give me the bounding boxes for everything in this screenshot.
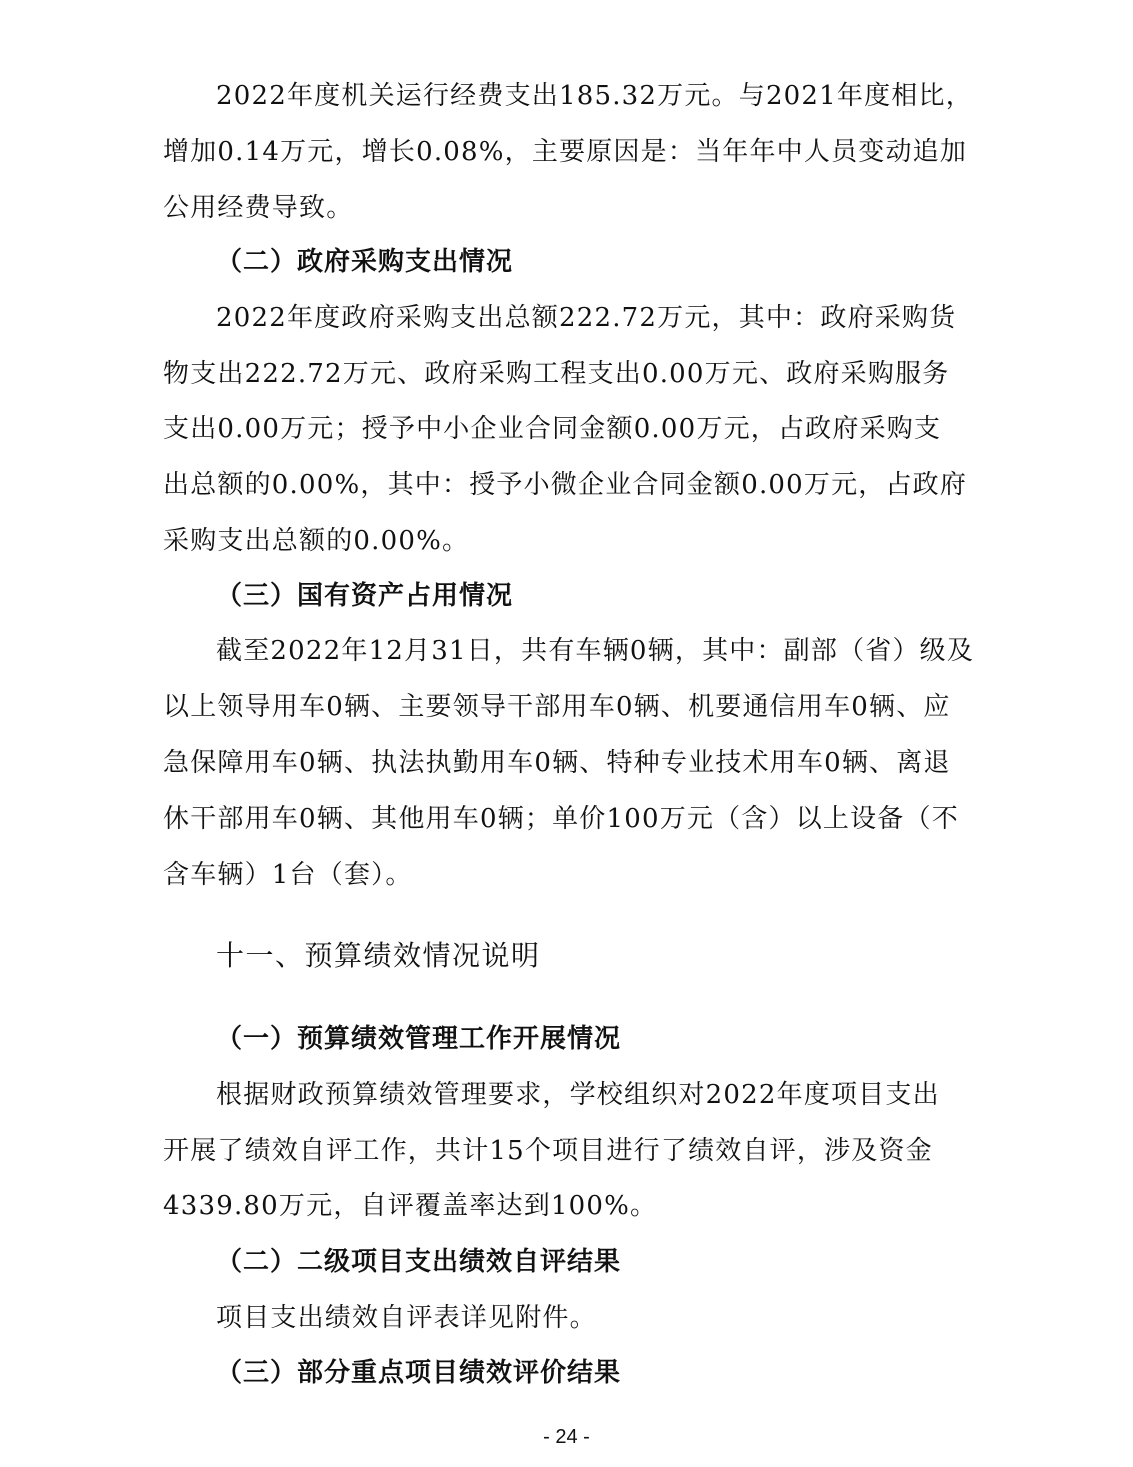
subheading-level2-projects: （二）二级项目支出绩效自评结果 — [216, 1247, 622, 1277]
page-number: - 24 - — [543, 1426, 590, 1448]
paragraph-procurement-line-4: 出总额的0.00%，其中：授予小微企业合同金额0.00万元，占政府 — [163, 470, 968, 500]
paragraph-procurement-line-5: 采购支出总额的0.00%。 — [163, 526, 470, 556]
paragraph-procurement-line-1: 2022年度政府采购支出总额222.72万元，其中：政府采购货 — [216, 303, 957, 333]
paragraph-assets-line-1: 截至2022年12月31日，共有车辆0辆，其中：副部（省）级及 — [216, 636, 975, 666]
subheading-performance-management: （一）预算绩效管理工作开展情况 — [216, 1024, 622, 1054]
subheading-government-procurement: （二）政府采购支出情况 — [216, 247, 514, 277]
paragraph-operating-expenses-line-1: 2022年度机关运行经费支出185.32万元。与2021年度相比， — [216, 81, 973, 111]
subheading-state-assets: （三）国有资产占用情况 — [216, 581, 514, 611]
section-heading-budget-performance: 十一、预算绩效情况说明 — [216, 939, 541, 972]
subheading-key-projects: （三）部分重点项目绩效评价结果 — [216, 1358, 622, 1388]
paragraph-assets-line-4: 休干部用车0辆、其他用车0辆；单价100万元（含）以上设备（不 — [163, 804, 959, 834]
paragraph-procurement-line-3: 支出0.00万元；授予中小企业合同金额0.00万元，占政府采购支 — [163, 414, 942, 444]
paragraph-assets-line-2: 以上领导用车0辆、主要领导干部用车0辆、机要通信用车0辆、应 — [163, 692, 951, 722]
paragraph-procurement-line-2: 物支出222.72万元、政府采购工程支出0.00万元、政府采购服务 — [163, 359, 950, 389]
paragraph-attachment-note: 项目支出绩效自评表详见附件。 — [216, 1303, 597, 1333]
paragraph-performance-line-3: 4339.80万元，自评覆盖率达到100%。 — [163, 1191, 658, 1221]
paragraph-operating-expenses-line-3: 公用经费导致。 — [163, 193, 354, 223]
paragraph-assets-line-5: 含车辆）1台（套）。 — [163, 860, 413, 890]
paragraph-operating-expenses-line-2: 增加0.14万元，增长0.08%，主要原因是：当年年中人员变动追加 — [163, 137, 968, 167]
paragraph-assets-line-3: 急保障用车0辆、执法执勤用车0辆、特种专业技术用车0辆、离退 — [163, 748, 951, 778]
paragraph-performance-line-2: 开展了绩效自评工作，共计15个项目进行了绩效自评，涉及资金 — [163, 1136, 933, 1166]
paragraph-performance-line-1: 根据财政预算绩效管理要求，学校组织对2022年度项目支出 — [216, 1080, 940, 1110]
